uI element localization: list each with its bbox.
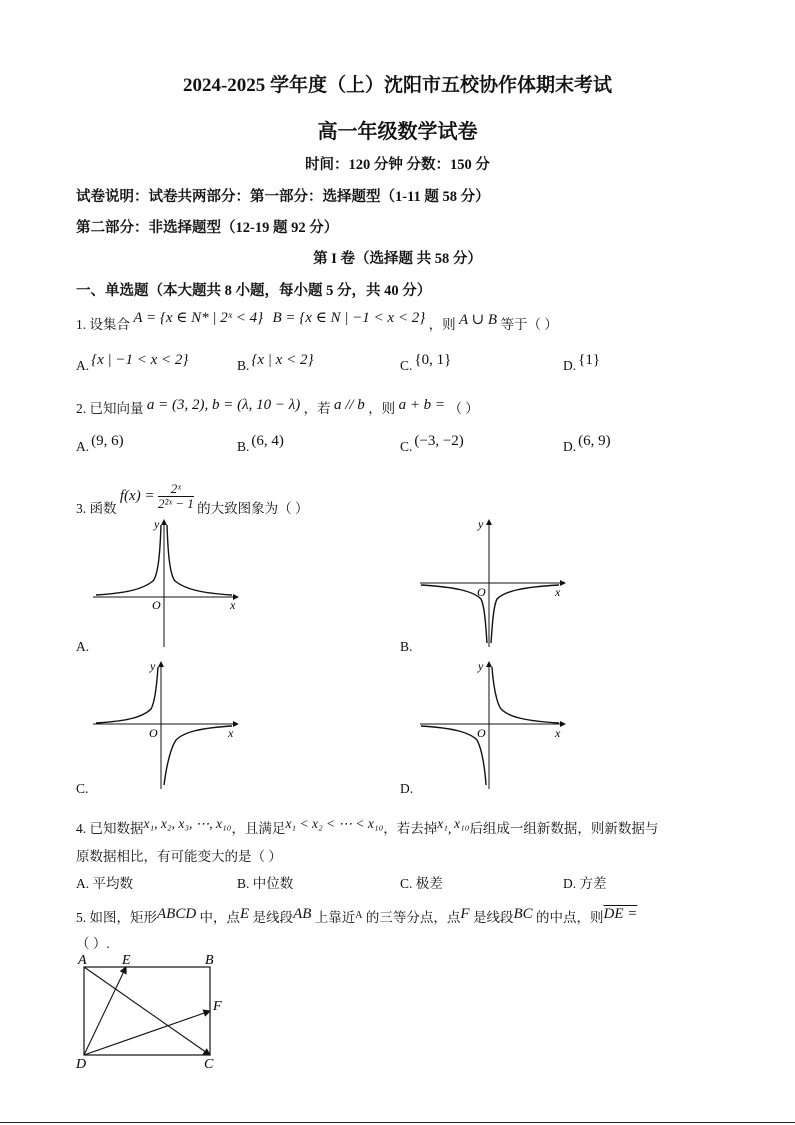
option-label: B.	[237, 876, 250, 891]
q1-option-d[interactable]	[563, 352, 601, 375]
option-value: (−3, −2)	[414, 433, 464, 449]
graph-option-d[interactable]	[415, 657, 575, 792]
vector-df	[84, 1011, 210, 1055]
q4-option-c[interactable]	[400, 872, 443, 892]
q5-vector-de: DE =	[603, 906, 638, 922]
q4-cond-pre: ，且满足	[231, 821, 286, 836]
q1-option-c[interactable]	[400, 352, 452, 375]
q5-text: 中，点	[199, 910, 241, 925]
q2-cond: a // b	[333, 397, 365, 413]
section-title: 一、单选题（本大题共 8 小题，每小题 5 分，共 40 分）	[76, 283, 432, 299]
origin-label: O	[477, 585, 486, 599]
option-value: {x | −1 < x < 2}	[91, 352, 189, 368]
exam-title: 2024-2025 学年度（上）沈阳市五校协作体期末考试	[182, 75, 613, 96]
q1-prefix: 1. 设集合	[76, 317, 130, 332]
question-5	[76, 906, 637, 927]
q5-text: 的三等分点，点	[365, 910, 461, 925]
time-info: 时间：120 分钟 分数：150 分	[305, 157, 490, 173]
q4-remove-pre: ，若去掉	[383, 821, 438, 836]
q2-cond-pre: ，若	[303, 401, 331, 416]
option-value: (9, 6)	[91, 433, 124, 449]
option-label: B.	[237, 439, 250, 454]
q5-point-a: A	[355, 910, 363, 921]
q5-text: 是线段	[472, 910, 514, 925]
option-label: A.	[76, 439, 90, 454]
q4-option-b[interactable]	[237, 872, 293, 892]
option-value: 极差	[415, 876, 443, 891]
q5-text: 是线段	[252, 910, 294, 925]
q5-segment-ab: AB	[293, 906, 312, 922]
y-label: y	[154, 517, 160, 531]
q2-option-a[interactable]	[76, 433, 124, 456]
graph-option-a[interactable]	[88, 515, 248, 650]
q2-ask-pre: ，则	[368, 401, 396, 416]
q4-rest: 后组成一组新数据，则新数据与	[469, 821, 659, 836]
q3-func-lhs: f(x) =	[119, 487, 155, 504]
x-label: x	[230, 598, 236, 612]
x-label: x	[555, 726, 561, 740]
origin-label: O	[477, 726, 486, 740]
option-value: 平均数	[92, 876, 133, 891]
q4-prefix: 4. 已知数据	[76, 821, 144, 836]
option-value: {x | x < 2}	[251, 352, 314, 368]
q2-suffix: （ ）	[448, 401, 479, 416]
q1-suffix: 等于（ ）	[500, 317, 558, 332]
q3-prefix: 3. 函数	[76, 500, 117, 516]
label-f: F	[213, 999, 222, 1014]
option-value: 中位数	[252, 876, 294, 891]
vector-ac	[84, 967, 210, 1055]
q4-option-d[interactable]	[563, 872, 607, 892]
q5-rectangle-figure	[72, 952, 232, 1072]
q4-cond: x₁ < x₂ < ⋯ < x₁₀	[285, 816, 384, 831]
curve-right	[492, 667, 559, 723]
q5-point-e: E	[240, 906, 250, 922]
option-label: C.	[400, 439, 413, 454]
option-label: A.	[76, 358, 90, 373]
label-e: E	[122, 953, 131, 968]
x-label: x	[228, 726, 234, 740]
q3-suffix: 的大致图象为（ ）	[197, 500, 309, 516]
exam-note-2: 第二部分：非选择题型（12-19 题 92 分）	[76, 220, 339, 236]
q2-ask: a + b =	[398, 397, 446, 413]
q2-option-b[interactable]	[237, 433, 284, 456]
q1-middle: ，则	[428, 317, 456, 332]
option-value: (6, 4)	[251, 433, 284, 449]
option-label: C.	[400, 876, 413, 891]
label-a: A	[78, 953, 87, 968]
q1-set-b: B = {x ∈ N | −1 < x < 2}	[272, 310, 426, 326]
q5-point-f: F	[460, 906, 470, 922]
option-label: D.	[563, 439, 577, 454]
q4-line2: 原数据相比，有可能变大的是（ ）	[76, 849, 282, 864]
vector-de	[84, 967, 126, 1055]
q5-rect-name: ABCD	[157, 906, 197, 922]
y-label: y	[478, 517, 484, 531]
q3-option-a-label: A.	[76, 639, 90, 654]
q5-text: 5. 如图，矩形	[76, 910, 157, 925]
option-label: C.	[400, 358, 413, 373]
q2-prefix: 2. 已知向量	[76, 401, 144, 416]
x-label: x	[555, 585, 561, 599]
origin-label: O	[152, 598, 161, 612]
q4-option-a[interactable]	[76, 872, 133, 892]
graph-option-b[interactable]	[415, 515, 575, 650]
y-label: y	[150, 659, 156, 673]
q3-option-b-label: B.	[400, 639, 413, 654]
exam-subtitle: 高一年级数学试卷	[317, 121, 478, 143]
question-1	[76, 310, 558, 334]
q3-fraction	[158, 482, 194, 511]
origin-label: O	[149, 726, 158, 740]
label-c: C	[204, 1057, 214, 1072]
y-label: y	[478, 659, 484, 673]
q1-option-a[interactable]	[76, 352, 189, 375]
option-value: {0, 1}	[414, 352, 452, 368]
question-2	[76, 397, 479, 418]
graph-option-c[interactable]	[88, 657, 248, 792]
curve-right	[164, 726, 232, 785]
q2-option-d[interactable]	[563, 433, 611, 456]
q3-option-c-label: C.	[76, 781, 89, 796]
q3-denominator: 2²ˣ − 1	[157, 496, 194, 511]
curve-right	[491, 585, 559, 643]
option-label: B.	[237, 358, 250, 373]
q2-option-c[interactable]	[400, 433, 464, 456]
option-value: {1}	[578, 352, 601, 368]
page-bottom-rule	[0, 1122, 795, 1123]
option-label: A.	[76, 876, 90, 891]
q4-data: x₁, x₂, x₃, ⋯, x₁₀	[143, 816, 232, 831]
exam-note-1: 试卷说明：试卷共两部分：第一部分：选择题型（1-11 题 58 分）	[76, 189, 490, 205]
option-value: (6, 9)	[578, 433, 611, 449]
q3-numerator: 2ˣ	[158, 482, 194, 497]
curve-right	[167, 525, 232, 595]
curve-left	[96, 667, 158, 723]
option-value: 方差	[579, 876, 607, 891]
q1-expr: A ∪ B	[458, 312, 498, 328]
option-label: D.	[563, 876, 577, 891]
q4-x1: x₁	[437, 816, 448, 831]
q5-text: 的中点，则	[536, 910, 604, 925]
option-label: D.	[563, 358, 577, 373]
part-title: 第 I 卷（选择题 共 58 分）	[313, 251, 482, 267]
q4-x10: x₁₀	[454, 816, 470, 831]
q5-text: 上靠近	[314, 910, 356, 925]
q5-segment-bc: BC	[513, 906, 533, 922]
q3-option-d-label: D.	[400, 781, 414, 796]
q5-line2: （ ）.	[76, 936, 110, 951]
label-b: B	[205, 953, 214, 968]
curve-left	[96, 525, 161, 595]
q2-vectors: a = (3, 2), b = (λ, 10 − λ)	[146, 397, 301, 413]
label-d: D	[76, 1057, 87, 1072]
q1-set-a: A = {x ∈ N* | 2ˣ < 4}	[133, 310, 264, 326]
question-3	[76, 470, 309, 516]
question-4: 4. 已知数据x₁, x₂, x₃, ⋯, x₁₀，且满足x₁ < x₂ < ⋯ < x₁₀，若去掉x₁, x₁₀后组成一组新数据，则新数据与	[76, 816, 659, 836]
q1-option-b[interactable]	[237, 352, 314, 375]
